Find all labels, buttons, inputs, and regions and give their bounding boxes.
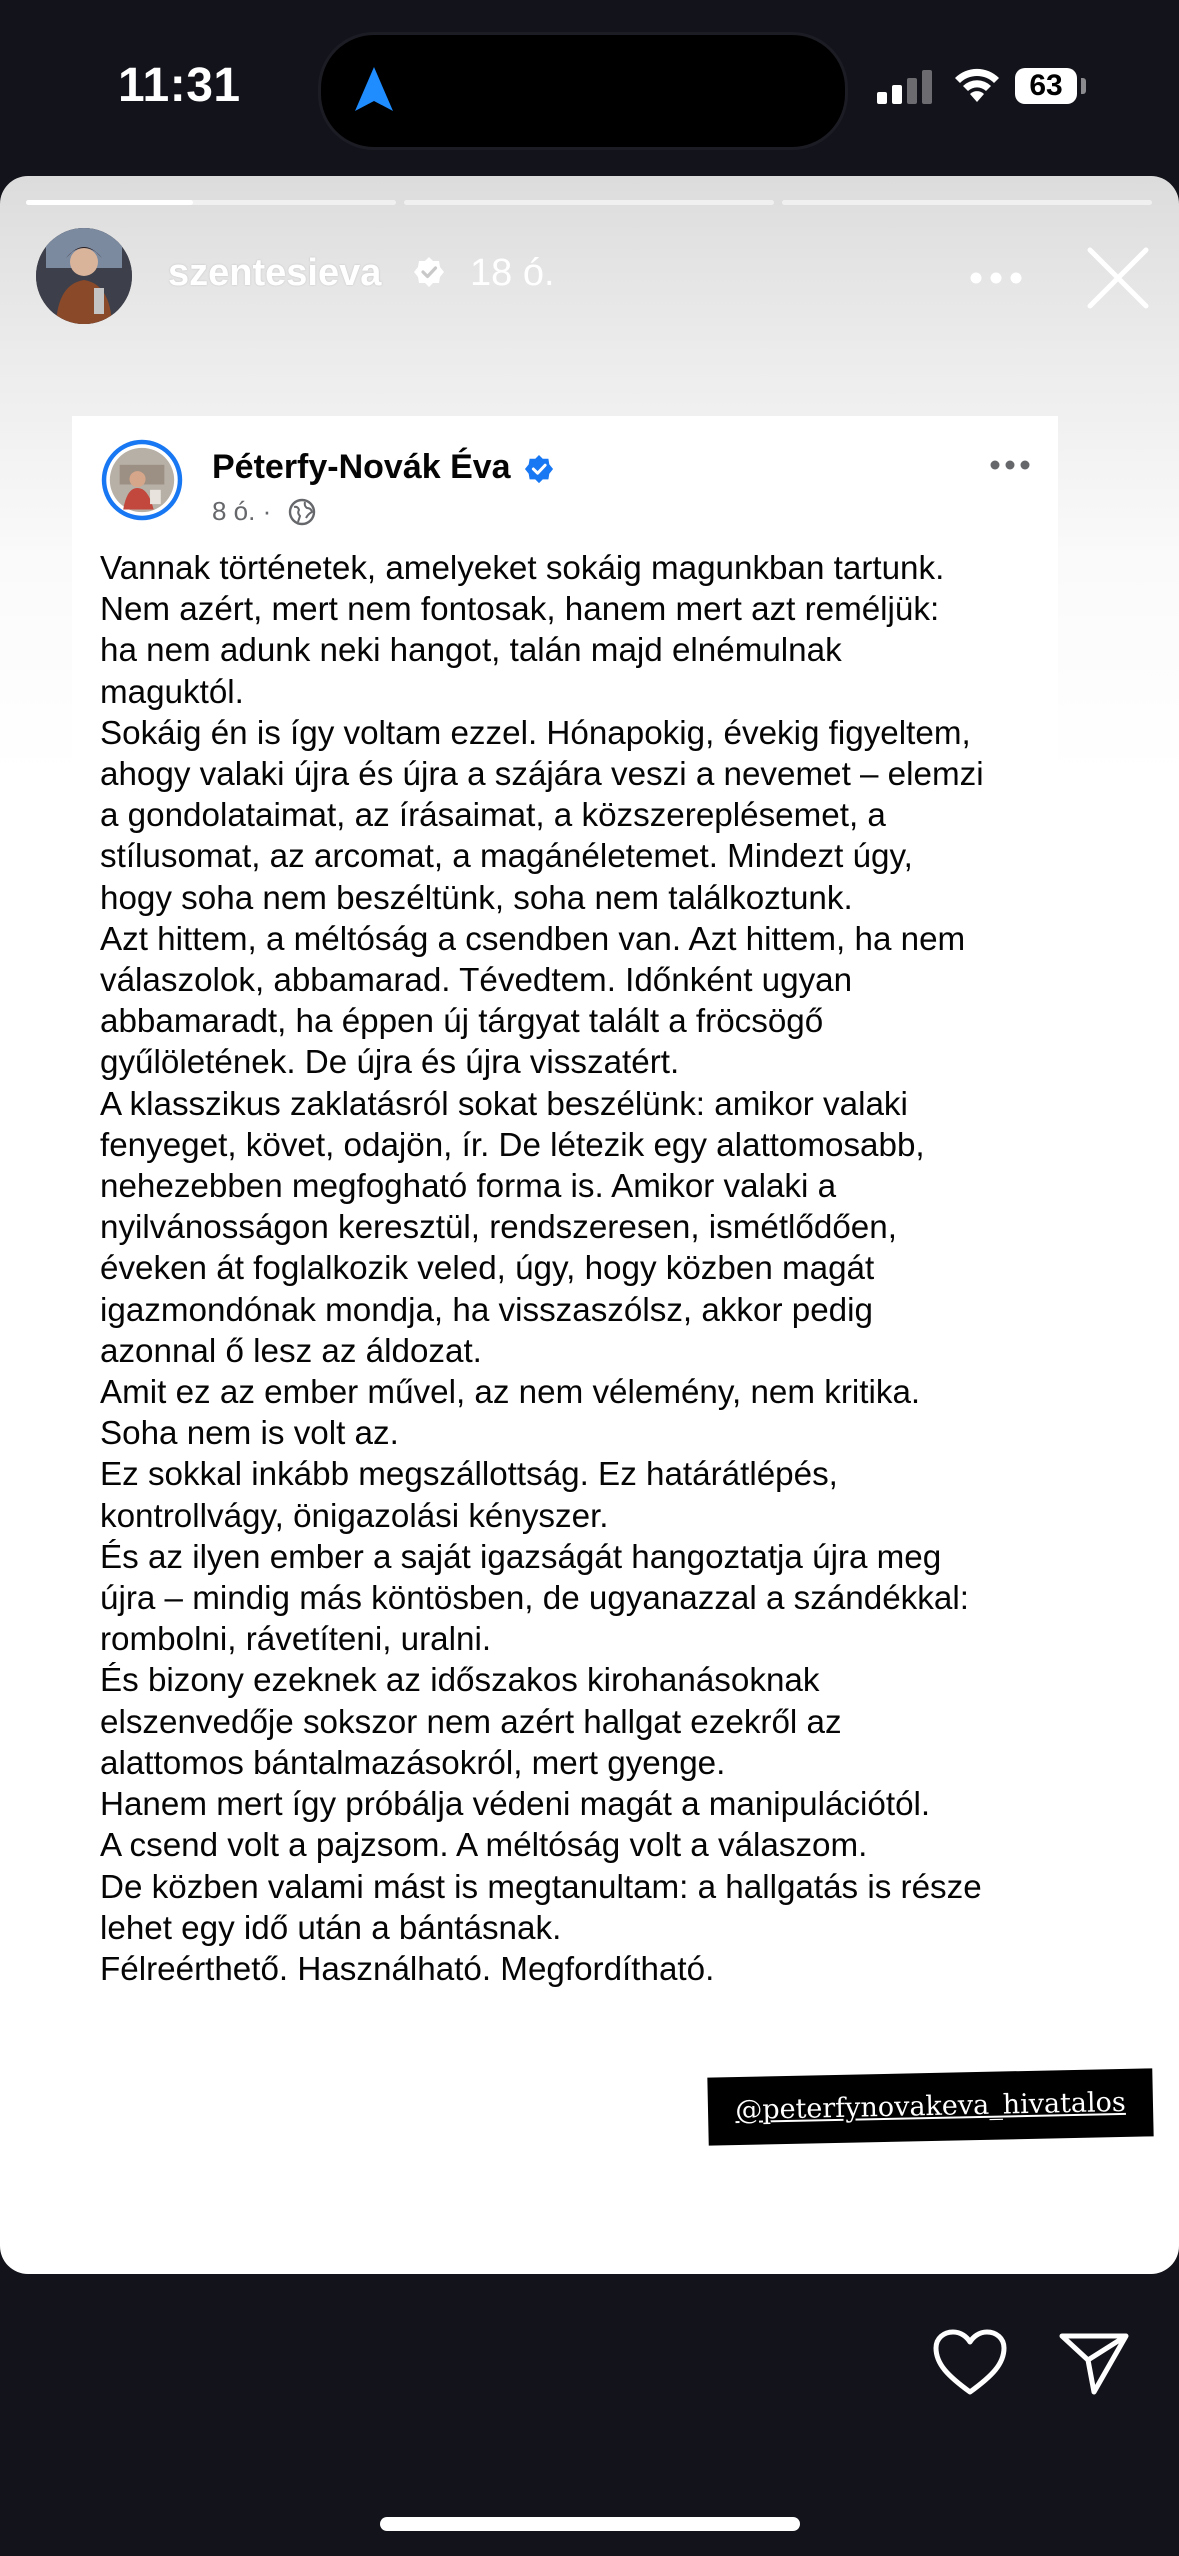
send-icon[interactable] — [1058, 2330, 1130, 2396]
location-arrow-icon — [353, 65, 395, 113]
post-line: rombolni, rávetíteni, uralni. — [100, 1621, 492, 1659]
post-line: Nem azért, mert nem fontosak, hanem mert azt reméljük: — [100, 591, 940, 629]
heart-icon[interactable] — [932, 2328, 1008, 2396]
post-line: maguktól. — [100, 673, 244, 711]
post-line: fenyeget, követ, odajön, ír. De létezik egy alattomosabb, — [100, 1126, 925, 1164]
post-line: A csend volt a pajzsom. A méltóság volt a válaszom. — [100, 1827, 868, 1865]
post-line: a gondolataimat, az írásaimat, a közszereplésemet, a — [100, 797, 886, 835]
post-line: Hanem mert így próbálja védeni magát a manipulációtól. — [100, 1786, 931, 1824]
post-line: hogy soha nem beszéltünk, soha nem találkoztunk. — [100, 879, 853, 917]
post-more-options-icon[interactable] — [990, 460, 1030, 470]
story-username[interactable]: szentesieva — [168, 252, 382, 294]
post-line: Ez sokkal inkább megszállottság. Ez határátlépés, — [100, 1456, 838, 1494]
post-line: Azt hittem, a méltóság a csendben van. Azt hittem, ha nem — [100, 920, 966, 958]
post-line: abbamaradt, ha éppen új tárgyat talált a fröcsögő — [100, 1003, 824, 1041]
post-line: De közben valami mást is megtanultam: a hallgatás is része — [100, 1868, 982, 1906]
post-line: nehezebben megfogható forma is. Amikor valaki a — [100, 1168, 837, 1206]
post-line: ha nem adunk neki hangot, talán majd elnémulnak — [100, 632, 842, 670]
battery-tip — [1081, 78, 1086, 94]
post-line: igazmondónak mondja, ha visszaszólsz, akkor pedig — [100, 1291, 873, 1329]
post-body — [100, 548, 1050, 1990]
post-line: válaszolok, abbamarad. Tévedtem. Időnként ugyan — [100, 962, 853, 1000]
post-line: stílusomat, az arcomat, a magánéletemet. Mindezt úgy, — [100, 838, 913, 876]
wifi-icon — [952, 64, 1002, 104]
story-progress-3 — [782, 200, 1152, 205]
globe-icon — [288, 498, 316, 526]
home-indicator[interactable] — [380, 2517, 800, 2531]
post-line: gyűlöletének. De újra és újra visszatért. — [100, 1044, 680, 1082]
post-author-name[interactable]: Péterfy-Novák Éva — [212, 448, 511, 486]
mention-sticker[interactable]: @peterfynovakeva_hivatalos — [707, 2068, 1153, 2145]
post-line: azonnal ő lesz az áldozat. — [100, 1332, 482, 1370]
post-line: elszenvedője sokszor nem azért hallgat ezekről az — [100, 1703, 842, 1741]
more-options-icon[interactable] — [970, 272, 1022, 284]
post-time: 8 ó. · — [212, 496, 272, 526]
cellular-signal-icon — [877, 70, 933, 104]
post-line: És az ilyen ember a saját igazságát hangoztatja újra meg — [100, 1538, 942, 1576]
avatar-image — [36, 228, 132, 324]
post-line: Amit ez az ember művel, az nem vélemény, nem kritika. — [100, 1374, 921, 1412]
post-line: Sokáig én is így voltam ezzel. Hónapokig, évekig figyeltem, — [100, 714, 971, 752]
post-line: Vannak történetek, amelyeket sokáig magunkban tartunk. — [100, 550, 945, 587]
post-line: alattomos bántalmazásokról, mert gyenge. — [100, 1744, 726, 1782]
verified-badge-icon — [413, 256, 445, 288]
post-line: Soha nem is volt az. — [100, 1415, 399, 1453]
story-avatar[interactable] — [36, 228, 132, 324]
post-line: újra – mindig más köntösben, de ugyanazzal a szándékkal: — [100, 1580, 969, 1618]
close-icon[interactable] — [1086, 246, 1150, 310]
post-line: A klasszikus zaklatásról sokat beszélünk: amikor valaki — [100, 1085, 908, 1123]
post-line: És bizony ezeknek az időszakos kirohanásoknak — [100, 1662, 820, 1700]
verified-badge-icon — [524, 454, 554, 484]
status-clock: 11:31 — [118, 59, 241, 112]
story-progress-1 — [26, 200, 396, 205]
battery-level: 63 — [1015, 68, 1077, 104]
post-line: nyilvánosságon keresztül, rendszeresen, ismétlődően, — [100, 1209, 897, 1247]
post-line: Félreérthető. Használható. Megfordítható. — [100, 1950, 715, 1988]
story-progress-2 — [404, 200, 774, 205]
post-line: éveken át foglalkozik veled, úgy, hogy közben magát — [100, 1250, 875, 1288]
post-line: ahogy valaki újra és újra a szájára veszi a nevemet – elemzi — [100, 756, 984, 794]
post-author-avatar[interactable] — [100, 438, 184, 522]
post-line: kontrollvágy, önigazolási kényszer. — [100, 1497, 609, 1535]
dynamic-island — [318, 32, 848, 150]
status-bar — [0, 0, 1179, 170]
post-line: lehet egy idő után a bántásnak. — [100, 1909, 562, 1947]
story-timestamp: 18 ó. — [470, 252, 555, 294]
